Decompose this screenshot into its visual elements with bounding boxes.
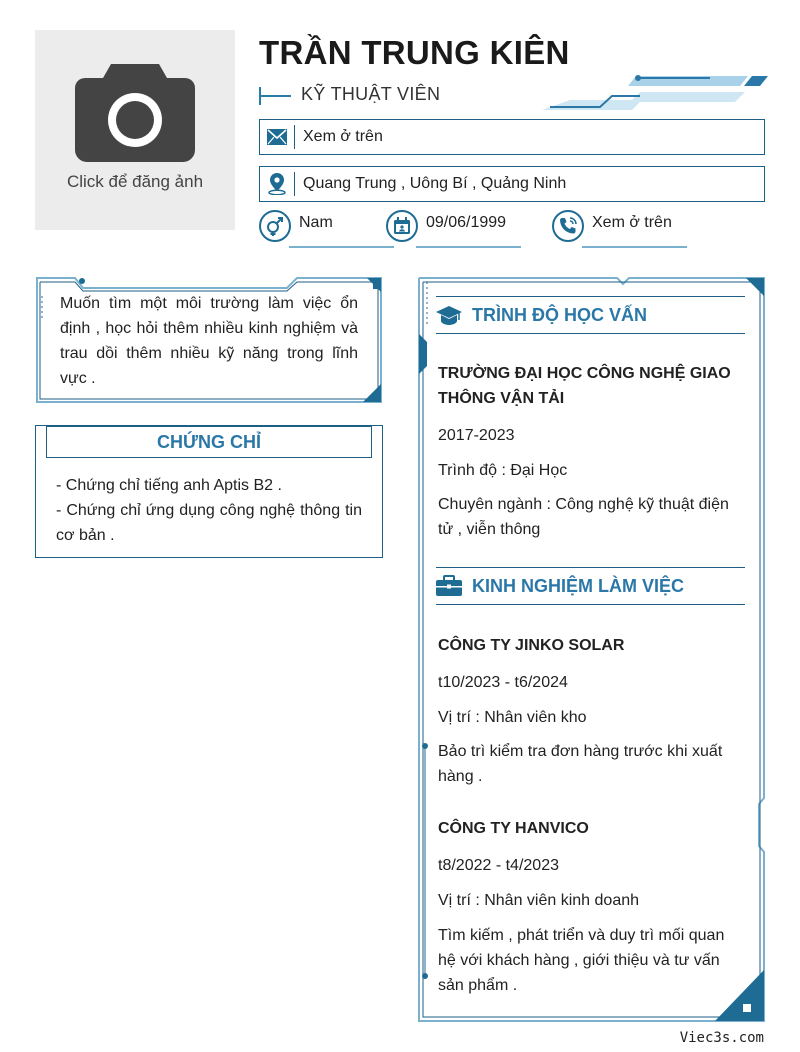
address-row [259, 166, 765, 202]
candidate-name: TRẦN TRUNG KIÊN [259, 34, 570, 71]
education-heading [436, 296, 745, 334]
education-level: Trình độ : Đại Học [438, 462, 568, 479]
job-description: Tìm kiếm , phát triển và duy trì mối quan hệ với khách hàng , giới thiệu và tư vấn sản phẩm . [438, 927, 725, 994]
education-period: 2017-2023 [438, 427, 515, 444]
gender-icon [265, 216, 285, 236]
education-school: TRƯỜNG ĐẠI HỌC CÔNG NGHỆ GIAO THÔNG VẬN TẢI [438, 365, 731, 407]
job-title-row [259, 84, 440, 105]
career-objective: Muốn tìm một môi trường làm việc ổn định , học hỏi thêm nhiều kinh nghiệm và trau dồi thêm nhiều kỹ năng trong lĩnh vực . [60, 295, 358, 387]
briefcase-icon [436, 575, 462, 597]
camera-icon [75, 60, 195, 170]
email-row [259, 119, 765, 155]
job-position: Vị trí : Nhân viên kinh doanh [438, 892, 640, 909]
certificates-title: CHỨNG CHỈ [46, 426, 372, 458]
gender-value: Nam [299, 214, 333, 231]
location-pin-icon [268, 173, 286, 195]
education-major: Chuyên ngành : Công nghệ kỹ thuật điện tử , viễn thông [438, 496, 729, 538]
address-value: Quang Trung , Uông Bí , Quảng Ninh [303, 175, 567, 192]
job-company: CÔNG TY HANVICO [438, 820, 589, 837]
phone-icon [558, 216, 578, 236]
photo-upload-label: Click để đăng ảnh [66, 172, 204, 191]
job-company: CÔNG TY JINKO SOLAR [438, 637, 625, 654]
job-description: Bảo trì kiểm tra đơn hàng trước khi xuất hàng . [438, 743, 723, 785]
avatar-upload[interactable] [35, 30, 235, 230]
envelope-icon [267, 129, 287, 145]
certificate-item: - Chứng chỉ ứng dụng công nghệ thông tin cơ bản . [56, 502, 362, 544]
job-title: KỸ THUẬT VIÊN [301, 84, 441, 104]
experience-title: KINH NGHIỆM LÀM VIỆC [472, 575, 685, 596]
title-bracket-decoration [259, 85, 293, 105]
certificate-item: - Chứng chỉ tiếng anh Aptis B2 . [56, 477, 282, 494]
job-position: Vị trí : Nhân viên kho [438, 709, 587, 726]
phone-value: Xem ở trên [592, 214, 672, 231]
email-value: Xem ở trên [303, 128, 383, 145]
site-watermark: Viec3s.com [679, 1030, 764, 1046]
calendar-icon [393, 217, 411, 235]
education-title: TRÌNH ĐỘ HỌC VẤN [472, 304, 647, 325]
certificates-list [56, 473, 362, 548]
job-period: t8/2022 - t4/2023 [438, 857, 559, 874]
job-period: t10/2023 - t6/2024 [438, 674, 568, 691]
experience-heading [436, 567, 745, 605]
header-decoration [540, 72, 770, 114]
birthday-value: 09/06/1999 [426, 214, 507, 231]
graduation-cap-icon [436, 304, 462, 326]
